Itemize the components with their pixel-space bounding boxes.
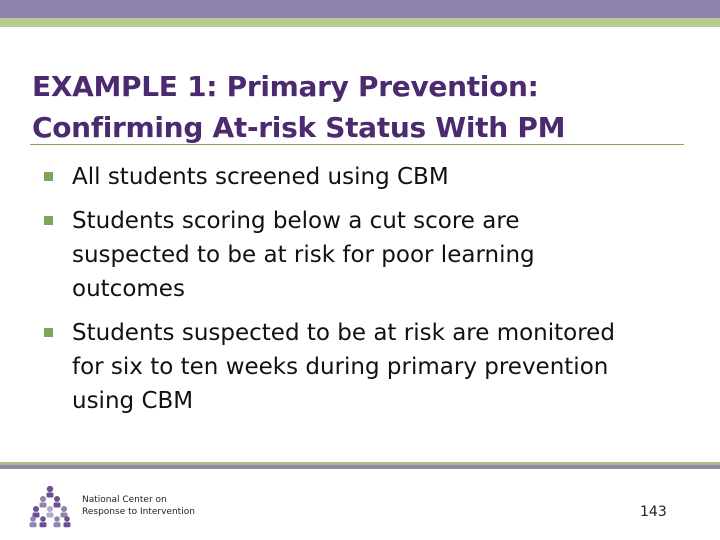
slide-title-line-2: Confirming At-risk Status With PM <box>32 111 566 144</box>
bullet-text: Students suspected to be at risk are monitored for six to ten weeks during primary prevention using CBM <box>72 320 615 414</box>
square-bullet-icon <box>44 216 53 225</box>
organization-name <box>82 494 195 518</box>
bullet-text: Students scoring below a cut score are suspected to be at risk for poor learning outcomes <box>72 208 535 302</box>
header-band-purple <box>0 0 720 18</box>
title-divider <box>30 144 684 145</box>
slide-title-line-1: EXAMPLE 1: Primary Prevention: <box>32 70 539 103</box>
square-bullet-icon <box>44 172 53 181</box>
header-band-green <box>0 18 720 27</box>
square-bullet-icon <box>44 328 53 337</box>
organization-name-line-2: Response to Intervention <box>82 507 195 517</box>
slide-title <box>32 66 692 148</box>
page-number: 143 <box>640 504 667 520</box>
bullet-item <box>44 316 644 418</box>
organization-name-line-1: National Center on <box>82 495 167 505</box>
bullet-item <box>44 204 644 306</box>
bullet-list <box>44 160 644 428</box>
rti-people-logo-icon <box>28 484 72 528</box>
footer-rule-purple <box>0 465 720 469</box>
bullet-text: All students screened using CBM <box>72 164 449 190</box>
bullet-item <box>44 160 644 194</box>
